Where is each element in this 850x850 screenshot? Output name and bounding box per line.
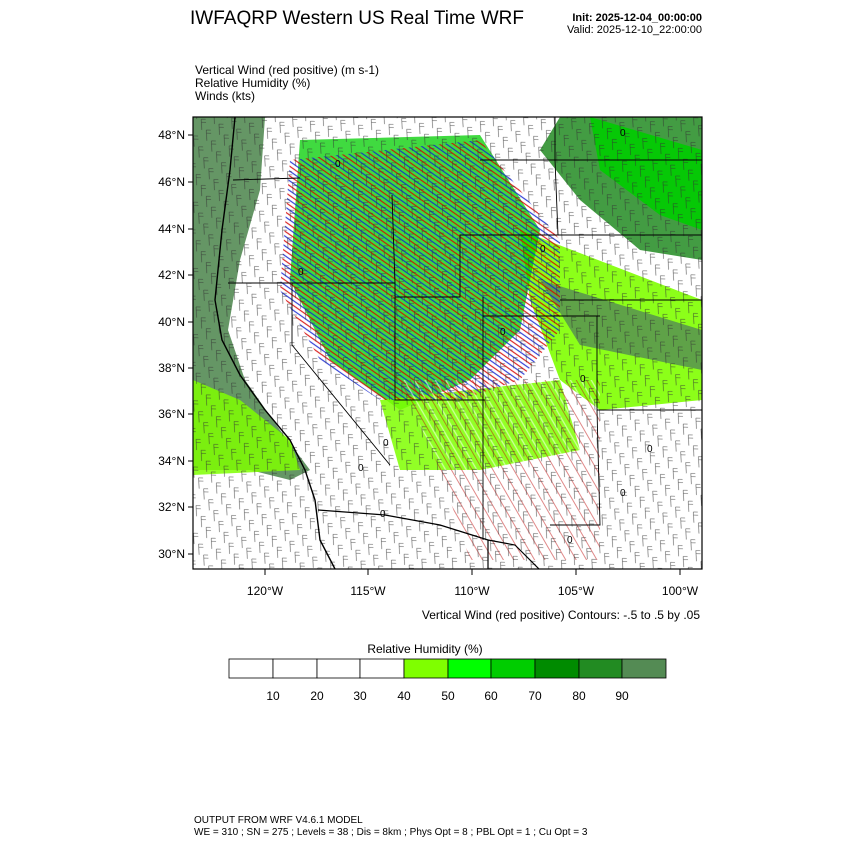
lat-label-34: 34°N — [158, 454, 185, 468]
lon-label-120: 120°W — [246, 584, 284, 598]
colorbar-tick: 60 — [484, 689, 498, 703]
colorbar-cell — [404, 659, 448, 678]
lat-label-30: 30°N — [158, 547, 185, 561]
lon-label-115: 115°W — [350, 584, 386, 598]
init-time: Init: 2025-12-04_00:00:00 — [572, 12, 702, 24]
lat-label-36: 36°N — [158, 407, 185, 421]
model-version: OUTPUT FROM WRF V4.6.1 MODEL — [194, 815, 363, 826]
latitude-axis — [158, 128, 193, 561]
colorbar-tick: 20 — [310, 689, 324, 703]
lat-label-32: 32°N — [158, 500, 185, 514]
colorbar-cell — [622, 659, 666, 678]
colorbar-tick: 70 — [528, 689, 542, 703]
colorbar-cell — [273, 659, 317, 678]
contour-zero-label: 0 — [335, 159, 341, 170]
contour-zero-label: 0 — [540, 244, 546, 255]
colorbar-tick: 10 — [266, 689, 280, 703]
lon-label-110: 110°W — [454, 584, 490, 598]
colorbar-cell — [535, 659, 579, 678]
contour-zero-label: 0 — [580, 374, 586, 385]
map-field-layer — [193, 117, 702, 575]
lat-label-44: 44°N — [158, 222, 185, 236]
field-relative-humidity: Relative Humidity (%) — [195, 76, 311, 90]
colorbar-cell — [491, 659, 535, 678]
colorbar-tick: 90 — [615, 689, 629, 703]
model-config: WE = 310 ; SN = 275 ; Levels = 38 ; Dis = 8km ; Phys Opt = 8 ; PBL Opt = 1 ; Cu Opt = 3 — [194, 827, 588, 838]
contour-zero-label: 0 — [500, 327, 506, 338]
contour-zero-label: 0 — [620, 488, 626, 499]
colorbar-cell — [579, 659, 622, 678]
colorbar-tick: 80 — [572, 689, 586, 703]
contour-zero-label: 0 — [358, 463, 364, 474]
colorbar-cell — [229, 659, 273, 678]
colorbar-tick: 40 — [397, 689, 411, 703]
colorbar-cell — [360, 659, 404, 678]
valid-time: Valid: 2025-12-10_22:00:00 — [567, 24, 702, 36]
rh-colorbar — [229, 659, 666, 703]
lat-label-46: 46°N — [158, 175, 185, 189]
plot-title: IWFAQRP Western US Real Time WRF — [190, 8, 524, 29]
colorbar-cell — [448, 659, 491, 678]
lat-label-42: 42°N — [158, 268, 185, 282]
lat-label-40: 40°N — [158, 315, 185, 329]
lon-label-105: 105°W — [557, 584, 595, 598]
field-vertical-wind: Vertical Wind (red positive) (m s-1) — [195, 63, 380, 77]
contour-zero-label: 0 — [647, 444, 653, 455]
contour-zero-label: 0 — [298, 267, 304, 278]
wind-barbs — [193, 117, 702, 569]
lon-label-100: 100°W — [661, 584, 699, 598]
contour-note: Vertical Wind (red positive) Contours: -.5 to .5 by .05 — [421, 608, 700, 622]
field-winds: Winds (kts) — [195, 89, 255, 103]
colorbar-title: Relative Humidity (%) — [367, 642, 483, 656]
contour-zero-label: 0 — [383, 438, 389, 449]
model-footer — [194, 815, 587, 839]
colorbar-tick: 30 — [353, 689, 367, 703]
colorbar-tick: 50 — [441, 689, 455, 703]
contour-zero-label: 0 — [380, 509, 386, 520]
colorbar-cell — [317, 659, 360, 678]
contour-zero-label: 0 — [567, 535, 573, 546]
longitude-axis — [247, 569, 699, 598]
lat-label-38: 38°N — [158, 361, 185, 375]
lat-label-48: 48°N — [158, 128, 185, 142]
contour-zero-label: 0 — [620, 128, 626, 139]
